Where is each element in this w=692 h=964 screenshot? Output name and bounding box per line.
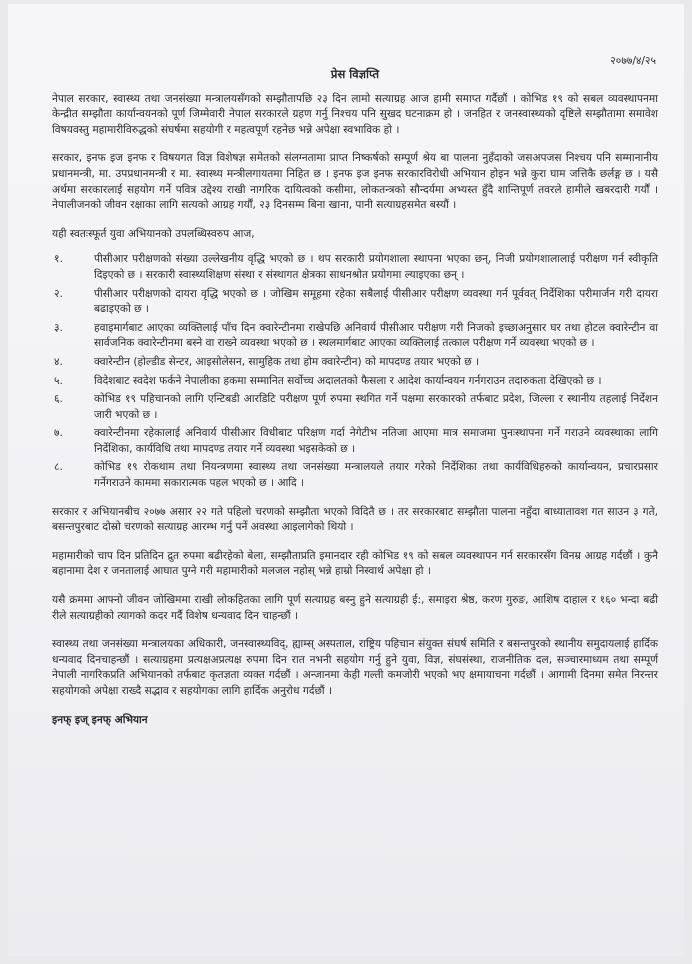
closing-paragraph-4: स्वास्थ्य तथा जनसंख्या मन्त्रालयका अधिकारी, जनस्वास्थ्यविद्, ह्याम्स् अस्पताल, राष्ट्रिय पहिचान संयुक्त संघर्ष समिति र बसन्तपुरको स्थानीय समुदायलाई हार्दिक धन्यवाद दिनचाहन्छौं । सत्याग्रहमा प्रत्यक्षअप्रत्यक्ष रुपमा दिन रात नभनी सहयोग गर्नु हुने युवा, विज्ञ, संघसंस्था, राजनीतिक दल, सञ्चारमाध्यम तथा सम्पूर्ण नेपाली नागरिकप्रति अभियानको तर्फबाट कृतज्ञता व्यक्त गर्दछौं । अन्जानमा केही गल्ती कमजोरी भएको भए क्षमायाचना गर्दछौं । आगामी दिनमा समेत निरन्तर सहयोगको अपेक्षा राख्दै सद्भाव र सहयोगका लागि हार्दिक अनुरोध गर्दछौं । [52,638,658,697]
achievements-list [52,252,658,491]
list-item [52,392,658,423]
list-item [52,426,658,457]
list-item-number: ३. [54,321,63,334]
list-item-number: २. [54,287,63,300]
list-item-text: कोभिड १९ रोकथाम तथा नियन्त्रणमा स्वास्थ्य तथा जनसंख्या मन्त्रालयले तयार गरेको निर्देशिका तथा कार्यविधिहरुको कार्यान्वयन, प्रचारप्रसार गर्नेगराउने काममा सकारात्मक पहल भएको छ । आदि । [94,461,658,490]
paragraph-2: सरकार, इनफ इज इनफ र विषयगत विज्ञ विशेषज्ञ समेतको संलग्नतामा प्राप्त निष्कर्षको सम्पूर्ण श्रेय बा पालना नुहँदाको जसअपजस निश्चय पनि सम्मानानीय प्रधानमन्त्री, मा. उपप्रधानमन्त्री र मा. स्वास्थ्य मन्त्रीलगायतमा निहित छ । इनफ इज इनफ सरकारविरोधी अभियान होइन भन्ने कुरा घाम जत्तिकै छर्लङ्ग छ । यसै अर्थमा सरकारलाई सहयोग गर्ने पवित्र उद्देश्य राखी नागरिक दायित्वको कसीमा, लोकतन्त्रको सौन्दर्यमा अभ्यस्त हुँदै शान्तिपूर्ण तवरले हामीले खबरदारी गर्यौं । नेपालीजनको जीवन रक्षाका लागि सत्यको आग्रह गर्यौं, २३ दिनसम्म बिना खाना, पानी सत्याग्रहसमेत बस्यौं । [52,152,658,212]
list-item-number: ७. [54,427,63,440]
list-item-text: क्वारेन्टीनमा रहेकालाई अनिवार्य पीसीआर विधीबाट परिक्षण गर्दा नेगेटीभ नतिजा आएमा मात्र समाजमा पुनःस्थापना गर्ने गराउने व्यवस्थाका लागि निर्देशिका, कार्यविधि तथा मापदण्ड तयार गर्ने व्यवस्था भइसकेको छ । [94,427,658,455]
list-item [52,252,658,283]
list-item [52,460,658,491]
press-release-sheet [8,4,684,956]
document-title: प्रेस विज्ञप्ति [330,67,380,81]
list-item-text: कोभिड १९ पहिचानको लागि एन्टिबडी आरडिटि परीक्षण पूर्ण रुपमा स्थगित गर्ने पक्षमा सरकारको तर्फबाट प्रदेश, जिल्ला र स्थानीय तहलाई निर्देशन जारी भएको छ । [94,393,658,421]
paragraph-1: नेपाल सरकार, स्वास्थ्य तथा जनसंख्या मन्त्रालयसँगको सम्झौतापछि २३ दिन लामो सत्याग्रह आज हामी समाप्त गर्दैछौं । कोभिड १९ को सबल व्यवस्थापनमा केन्द्रीत सम्झौता कार्यान्वयनको पूर्ण जिम्मेवारी नेपाल सरकारले ग्रहण गर्नु निश्चय पनि सुखद घटनाक्रम हो । जनहित र जनस्वास्थ्यको दृष्टिले सम्झौतामा समावेश विषयवस्तु महामारीविरुद्धको संघर्षमा सहयोगी र महत्वपूर्ण रहनेछ भन्ने अपेक्षा स्वभाविक हो । [52,92,658,136]
closing-paragraph-3: यसै क्रममा आफ्नो जीवन जोखिममा राखी लोकहितका लागि पूर्ण सत्याग्रह बस्नु हुने सत्याग्रही ई:, समाइरा श्रेष्ठ, करण गुरुङ, आशिष दाहाल र १६० भन्दा बढी रीले सत्याग्रहीको त्यागको कदर गर्दै विशेष धन्यवाद दिन चाहन्छौं । [52,594,658,622]
list-item-text: पीसीआर परीक्षणको दायरा वृद्धि भएको छ । जोखिम समूहमा रहेका सबैलाई पीसीआर परीक्षण व्यवस्था गर्न पूर्ववत् निर्देशिका परीमार्जन गरी दायरा बढाइएको छ । [94,287,658,316]
list-item-text: हवाइमार्गबाट आएका व्यक्तिलाई पाँच दिन क्वारेन्टीनमा राखेपछि अनिवार्य पीसीआर परीक्षण गरी निजको इच्छाअनुसार घर तथा होटल क्वारेन्टीन वा सार्वजनिक क्वारेन्टीनमा बस्ने वा राख्ने व्यवस्था भएको छ । स्थलमार्गबाट आएका व्यक्तिलाई तत्काल परीक्षण गर्ने व्यवस्था भएको छ । [94,321,658,350]
list-item-text: विदेशबाट स्वदेश फर्कने नेपालीका हकमा सम्मानित सर्वोच्च अदालतको फैसला र आदेश कार्यान्वयन गर्नगराउन तदारुकता देखिएको छ । [94,374,602,387]
list-item-number: ८. [54,461,63,474]
release-date: २०७७/४/२५ [610,55,656,67]
list-item-number: १. [54,253,63,266]
list-intro: यही स्वतःस्फूर्त युवा अभियानको उपलब्धिस्वरुप आज, [52,227,255,240]
list-item-number: ५. [54,374,63,387]
list-item-text: पीसीआर परीक्षणको संख्या उल्लेखनीय वृद्धि भएको छ । थप सरकारी प्रयोगशाला स्थापना भएका छन्, निजी प्रयोगशालालाई परीक्षण गर्न स्वीकृति दिइएको छ । सरकारी स्वास्थ्यशिक्षण संस्था र संस्थागत क्षेत्रका साधनश्रोत प्रयोगमा ल्याइएका छन् । [94,253,658,281]
list-item [52,355,658,371]
signature: इनफ् इज् इनफ् अभियान [52,713,148,726]
list-item-number: ४. [54,355,63,368]
list-item [52,321,658,352]
list-item-text: क्वारेन्टीन (होल्डीड सेन्टर, आइसोलेसन, सामुहिक तथा होम क्वारेन्टीन) को मापदण्ड तयार भएको छ । [94,355,480,368]
list-item-number: ६. [54,393,63,406]
closing-paragraph-1: सरकार र अभियानबीच २०७७ असार २२ गते पहिलो चरणको सम्झौता भएको विदितै छ । तर सरकारबाट सम्झौता पालना नहुँदा बाध्यातावश गत साउन ३ गते, बसन्तपुरबाट दोस्रो चरणको सत्याग्रह आरम्भ गर्नु पर्ने अवस्था आइलागेको थियो । [52,505,658,534]
closing-paragraph-2: महामारीको चाप दिन प्रतिदिन द्रुत रुपमा बढीरहेको बेला, सम्झौताप्रति इमानदार रही कोभिड १९ को सबल व्यवस्थापन गर्न सरकारसँग विनम्र आग्रह गर्दछौं । कुनै बहानामा देश र जनतालाई आघात पुग्ने गरी महामारीको मलजल नहोस् भन्ने हाम्रो निस्वार्थ अपेक्षा हो । [52,549,658,578]
list-item [52,287,658,318]
list-item [52,374,658,390]
